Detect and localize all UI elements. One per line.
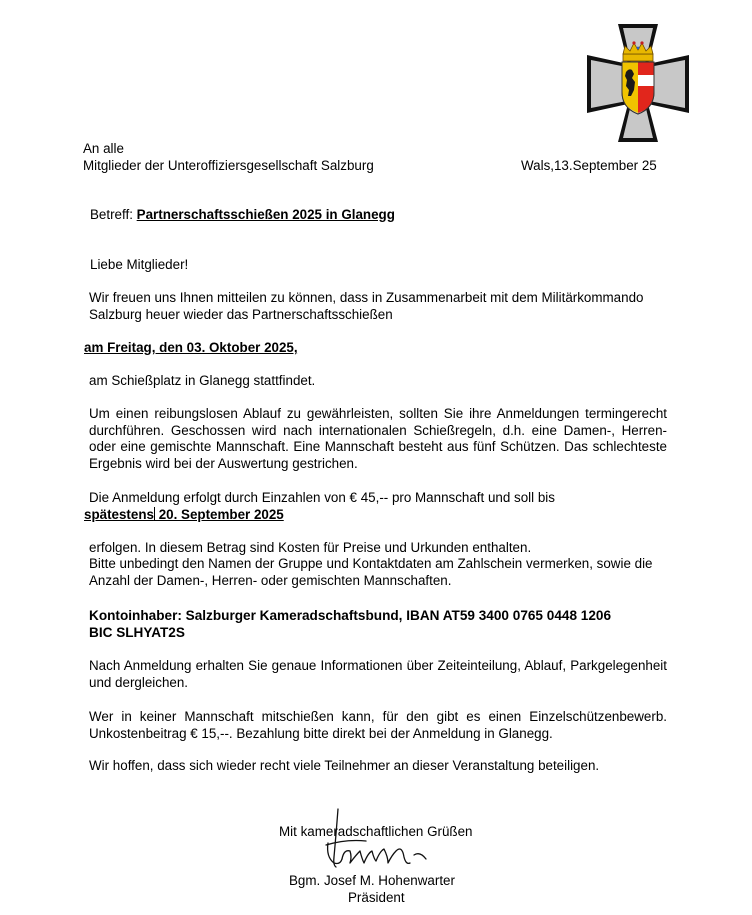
deadline-word: spätestens (84, 507, 154, 522)
intro-paragraph: Wir freuen uns Ihnen mitteilen zu können, dass in Zusammenarbeit mit dem Militärkommando Salzburg heuer wieder das Partnerschaftsschießen (89, 290, 644, 322)
crest-logo-icon (587, 24, 689, 142)
salzburg-shield-icon (622, 62, 654, 114)
date-line: Wals,13.September 25 (521, 158, 657, 173)
deadline-date: 20. September 2025 (154, 507, 284, 522)
subject-title: Partnerschaftsschießen 2025 in Glanegg (136, 207, 395, 222)
subject-prefix: Betreff: (90, 207, 137, 222)
costs-line-2: Bitte unbedingt den Namen der Gruppe und Kontaktdaten am Zahlschein vermerken, sowie die Anzahl der Damen-, Herren- oder gemischten Mannschaften. (89, 556, 653, 588)
greeting: Liebe Mitglieder! (90, 257, 189, 272)
rules-paragraph: Um einen reibungslosen Ablauf zu gewährleisten, sollten Sie ihre Anmeldungen termingerecht durchführen. Geschossen wird nach internationalen Schießregeln, d.h. eine Damen-, Herren- oder eine gemischte Mannschaft. Eine Mannschaft besteht aus fünf Schützen. Das schlechteste Ergebnis wird bei der Auswertung gestrichen. (89, 406, 667, 471)
location-line: am Schießplatz in Glanegg stattfindet. (89, 373, 316, 388)
registration-deadline (84, 507, 284, 524)
bank-bic: BIC SLHYAT2S (89, 625, 185, 640)
single-shooter-paragraph: Wer in keiner Mannschaft mitschießen kann, für den gibt es einen Einzelschützenbewerb. Unkostenbeitrag € 15,--. Bezahlung bitte direkt bei der Anmeldung in Glanegg. (89, 709, 667, 741)
signatory-name: Bgm. Josef M. Hohenwarter (289, 873, 455, 888)
closing-hope: Wir hoffen, dass sich wieder recht viele Teilnehmer an dieser Veranstaltung beteiligen. (89, 758, 600, 773)
recipient-line-2: Mitglieder der Unteroffiziersgesellschaft Salzburg (83, 158, 374, 173)
recipient-line-1: An alle (83, 141, 124, 156)
regards-line: Mit kameradschaftlichen Grüßen (279, 824, 473, 839)
signatory-title: Präsident (348, 890, 405, 905)
handwritten-signature-icon (306, 805, 434, 877)
costs-line-1: erfolgen. In diesem Betrag sind Kosten für Preise und Urkunden enthalten. (89, 540, 532, 555)
info-paragraph: Nach Anmeldung erhalten Sie genaue Informationen über Zeiteinteilung, Ablauf, Parkgelegenheit und dergleichen. (89, 658, 667, 690)
registration-line: Die Anmeldung erfolgt durch Einzahlen von € 45,-- pro Mannschaft und soll bis (89, 490, 555, 505)
subject-line (90, 207, 395, 224)
bank-account: Kontoinhaber: Salzburger Kameradschaftsbund, IBAN AT59 3400 0765 0448 1206 (89, 608, 612, 623)
event-date: am Freitag, den 03. Oktober 2025, (84, 340, 298, 355)
